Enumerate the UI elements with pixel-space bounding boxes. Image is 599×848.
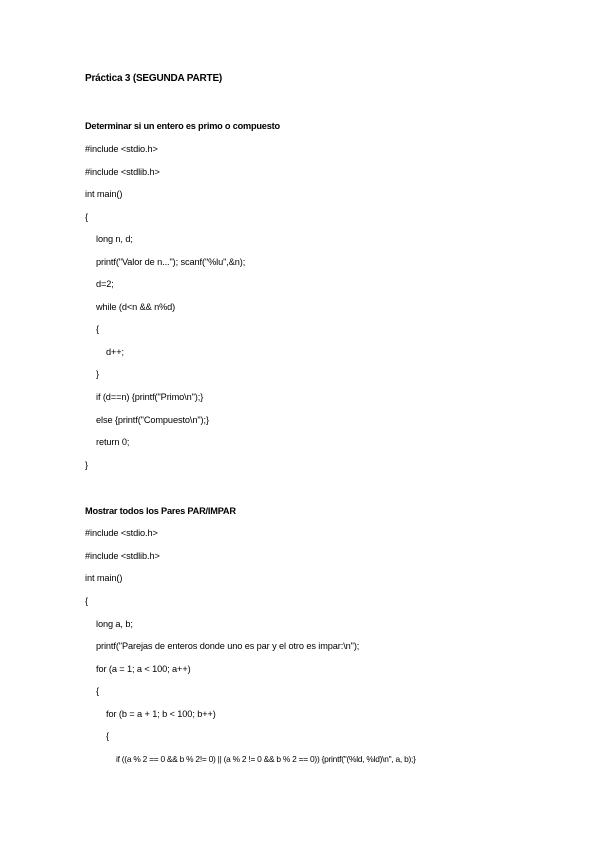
code-line: else {printf("Compuesto\n");} [96, 415, 209, 425]
code-line: return 0; [96, 437, 130, 447]
code-line: { [106, 731, 109, 741]
section-heading-pares: Mostrar todos los Pares PAR/IMPAR [85, 506, 236, 516]
code-line: #include <stdlib.h> [85, 551, 160, 561]
code-line: { [85, 212, 88, 222]
code-line: #include <stdio.h> [85, 528, 158, 538]
code-line: if ((a % 2 == 0 && b % 2!= 0) || (a % 2 != 0 && b % 2 == 0)) {printf("(%ld, %ld)\n", a, b);} [116, 754, 416, 764]
code-line: for (a = 1; a < 100; a++) [96, 664, 191, 674]
code-line: } [85, 460, 88, 470]
code-line: long n, d; [96, 234, 133, 244]
code-line: d=2; [96, 279, 114, 289]
code-line: { [96, 686, 99, 696]
code-line: if (d==n) {printf("Primo\n");} [96, 392, 204, 402]
code-line: d++; [106, 347, 124, 357]
code-line: while (d<n && n%d) [96, 302, 176, 312]
code-line: { [85, 596, 88, 606]
code-line: int main() [85, 573, 123, 583]
code-line: printf("Parejas de enteros donde uno es par y el otro es impar:\n"); [96, 641, 360, 651]
section-heading-primo: Determinar si un entero es primo o compuesto [85, 121, 280, 131]
code-line: printf("Valor de n..."); scanf("%lu",&n); [96, 257, 246, 267]
code-line: { [96, 324, 99, 334]
code-line: } [96, 369, 99, 379]
code-line: #include <stdlib.h> [85, 167, 160, 177]
document-title: Práctica 3 (SEGUNDA PARTE) [85, 73, 223, 84]
code-line: long a, b; [96, 619, 133, 629]
code-line: int main() [85, 189, 123, 199]
code-line: #include <stdio.h> [85, 144, 158, 154]
code-line: for (b = a + 1; b < 100; b++) [106, 709, 216, 719]
